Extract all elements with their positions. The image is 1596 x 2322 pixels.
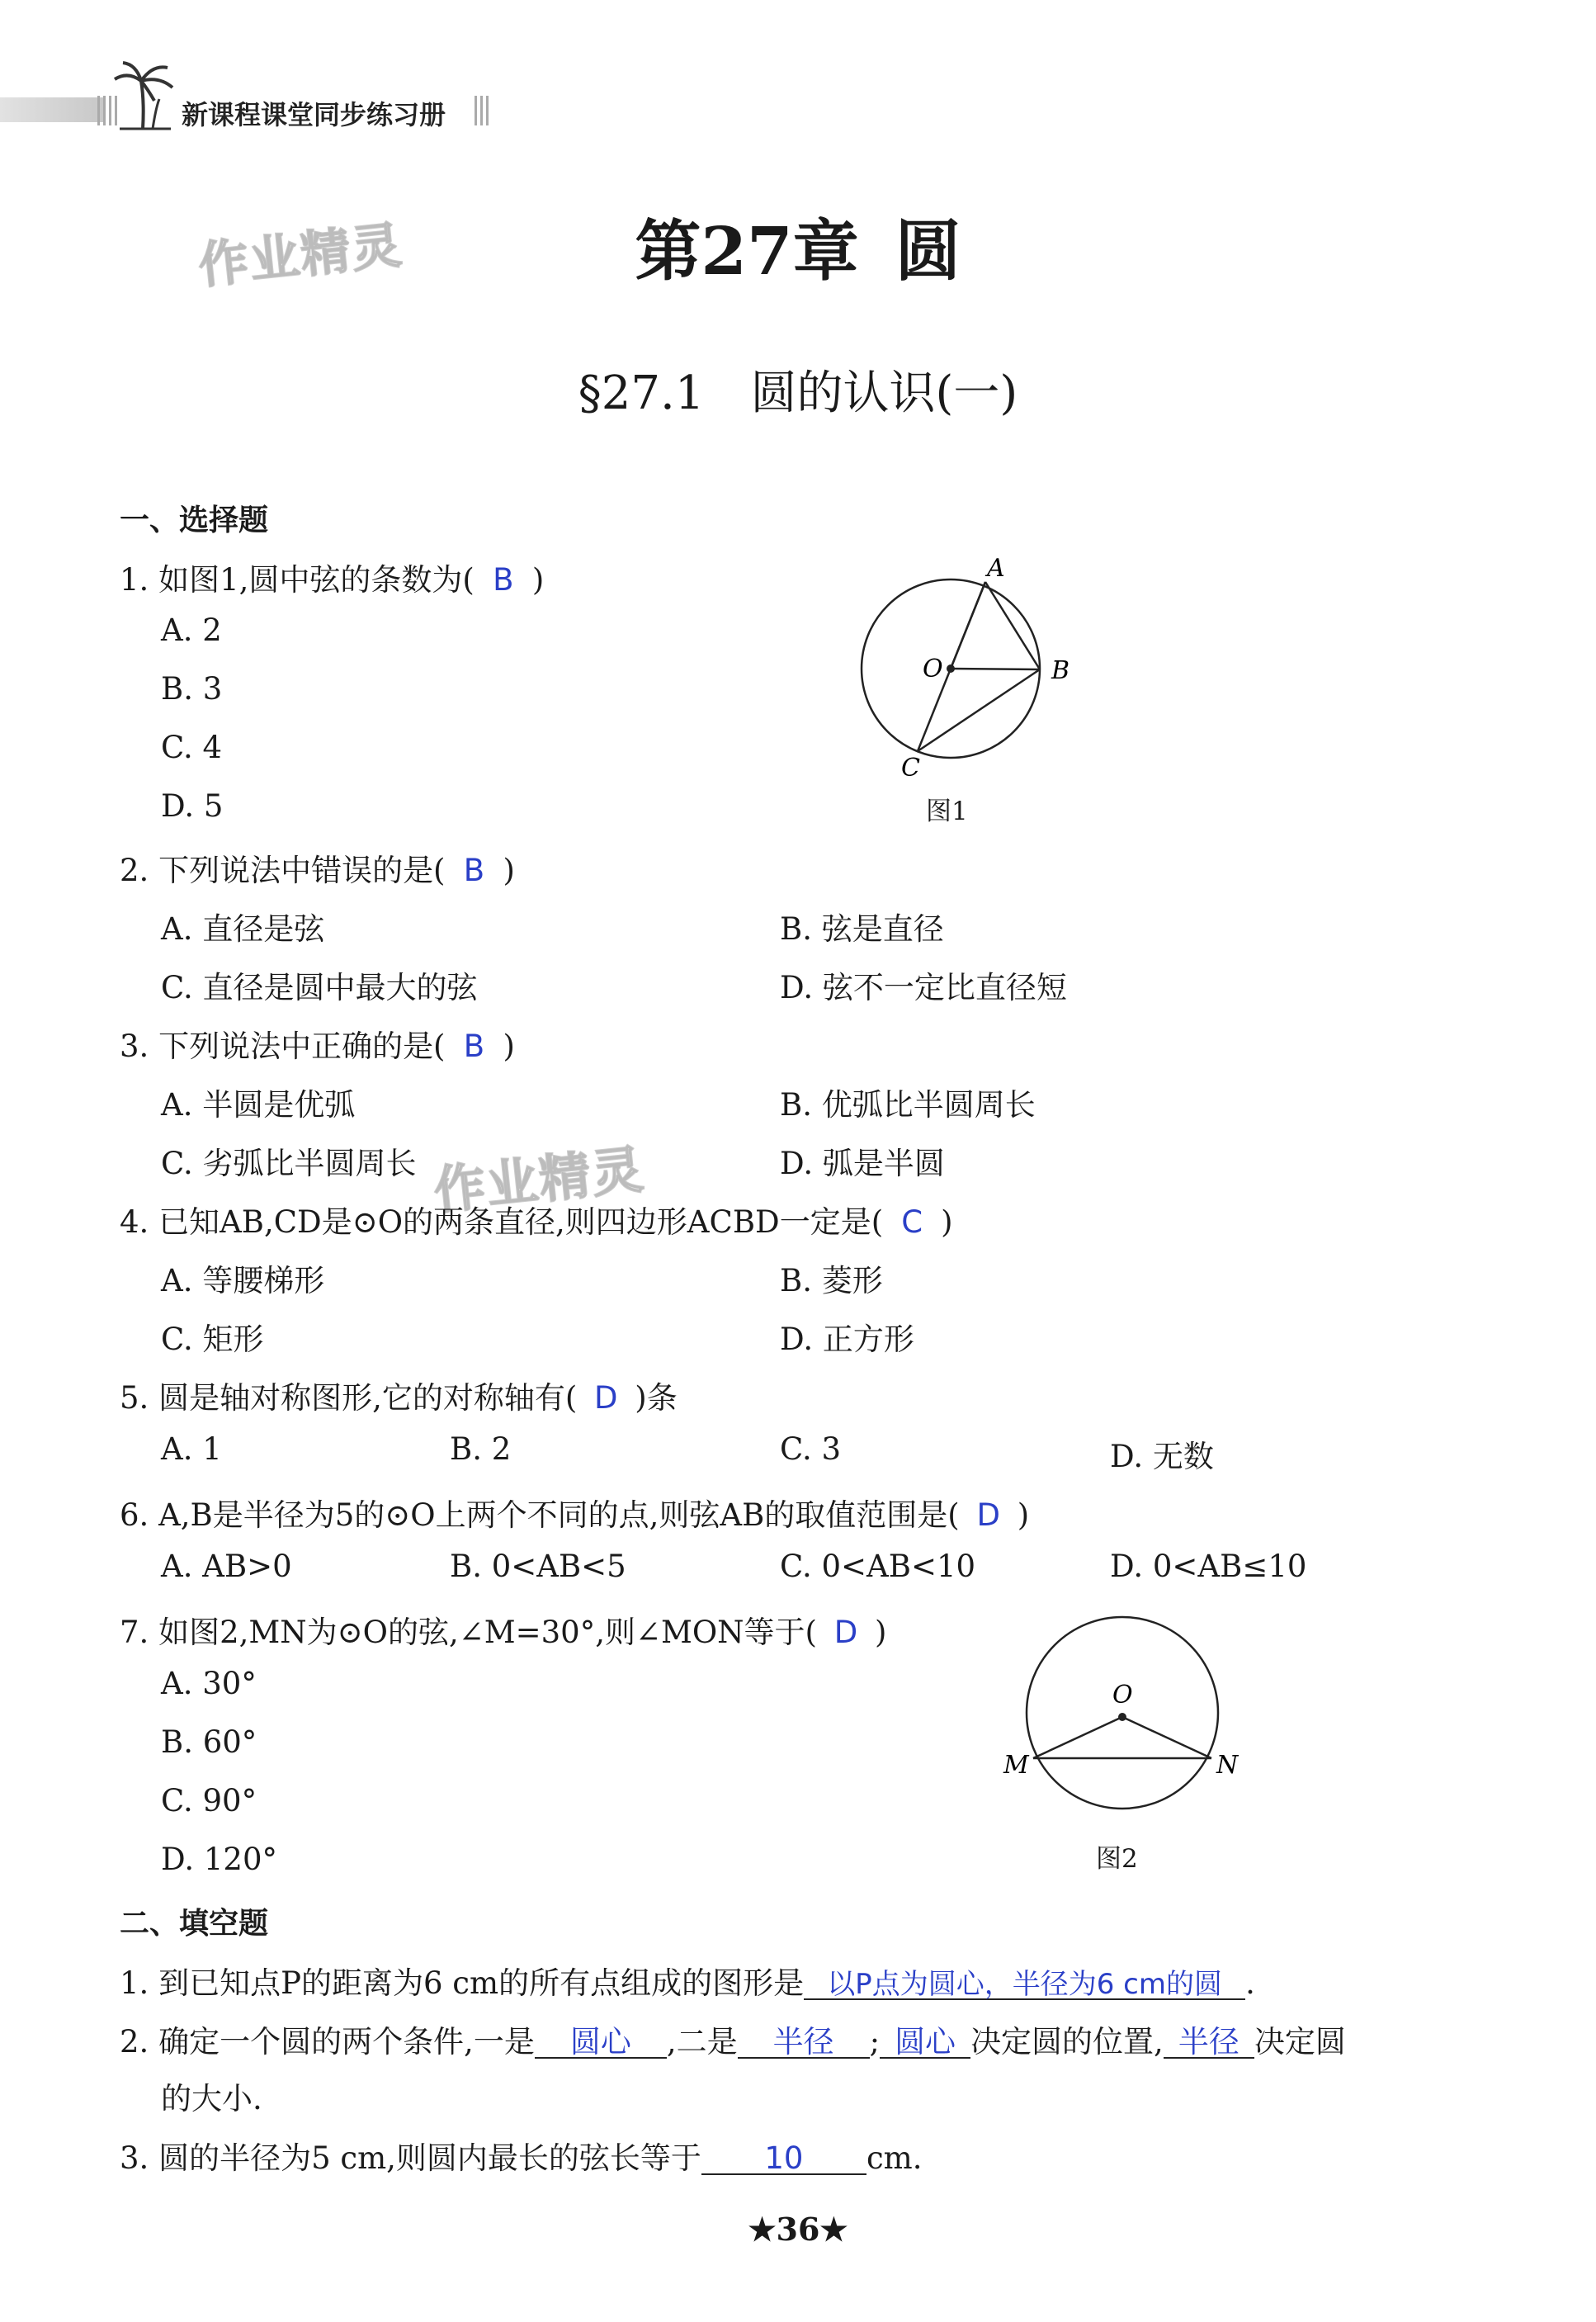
- center-point: [1118, 1713, 1126, 1721]
- center-point: [947, 664, 955, 673]
- figure-1: [842, 553, 1089, 809]
- option: C. 劣弧比半圆周长: [161, 1146, 417, 1181]
- question-stem: 2. 确定一个圆的两个条件,一是: [120, 2024, 535, 2060]
- question-stem: 7. 如图2,MN为⊙O的弦,∠M=30°,则∠MON等于(: [120, 1615, 817, 1650]
- option: A. 30°: [161, 1666, 257, 1701]
- option: A. 半圆是优弧: [161, 1087, 356, 1123]
- option: D. 5: [161, 788, 224, 824]
- chord-ab: [985, 582, 1040, 669]
- answer: D: [976, 1497, 1000, 1533]
- question-stem: 4. 已知AB,CD是⊙O的两条直径,则四边形ACBD一定是(: [120, 1204, 884, 1240]
- label-n: N: [1216, 1751, 1239, 1780]
- option: C. 直径是圆中最大的弦: [161, 970, 478, 1005]
- fill-question-2: [120, 2017, 1346, 2061]
- option: B. 弦是直径: [780, 911, 944, 947]
- fill-question-2-continued: 的大小.: [161, 2081, 262, 2116]
- question-stem: 5. 圆是轴对称图形,它的对称轴有(: [120, 1380, 578, 1416]
- section-title: [0, 357, 1596, 423]
- question-4: [120, 1197, 953, 1241]
- answer-blank: 半径: [1164, 2026, 1254, 2059]
- header-stripes-end: [475, 96, 491, 125]
- section-heading-fill: 二、填空题: [120, 1907, 269, 1941]
- option: D. 0<AB≤10: [1110, 1549, 1307, 1584]
- question-7: [120, 1607, 886, 1652]
- label-o: O: [923, 655, 943, 683]
- option: B. 菱形: [780, 1263, 883, 1298]
- question-3: [120, 1021, 515, 1066]
- answer-blank: 以P点为圆心，半径为6 cm的圆: [804, 1970, 1245, 2000]
- label-a: A: [987, 554, 1005, 583]
- option: A. 2: [161, 612, 222, 648]
- question-close: ): [503, 853, 515, 888]
- question-text: ;: [869, 2024, 881, 2060]
- answer-blank: 圆心: [880, 2026, 970, 2059]
- question-close: ): [874, 1615, 887, 1650]
- answer: B: [463, 1029, 485, 1064]
- watermark: 作业精灵: [431, 1138, 648, 1222]
- label-b: B: [1051, 656, 1070, 685]
- figure-2: [990, 1614, 1254, 1820]
- question-close: )条: [635, 1380, 678, 1416]
- option: D. 正方形: [780, 1322, 914, 1357]
- palm-tree-icon: [111, 56, 177, 130]
- option: A. 1: [161, 1431, 222, 1467]
- option: B. 60°: [161, 1724, 257, 1760]
- option: A. 等腰梯形: [161, 1263, 325, 1298]
- option: B. 0<AB<5: [450, 1549, 626, 1584]
- option: D. 120°: [161, 1842, 277, 1877]
- option: A. AB>0: [161, 1549, 292, 1584]
- option: B. 3: [161, 671, 223, 707]
- option: B. 优弧比半圆周长: [780, 1087, 1036, 1123]
- option: C. 4: [161, 730, 223, 765]
- question-stem: 1. 到已知点P的距离为6 cm的所有点组成的图形是: [120, 1965, 805, 2001]
- question-end: cm.: [866, 2140, 923, 2176]
- answer: B: [463, 853, 485, 888]
- option: D. 弦不一定比直径短: [780, 970, 1067, 1005]
- option: C. 0<AB<10: [780, 1549, 976, 1584]
- option: D. 弧是半圆: [780, 1146, 945, 1181]
- question-stem: 3. 下列说法中正确的是(: [120, 1029, 446, 1064]
- question-stem: 1. 如图1,圆中弦的条数为(: [120, 562, 475, 598]
- question-text: ,二是: [666, 2024, 738, 2060]
- question-stem: 3. 圆的半径为5 cm,则圆内最长的弦长等于: [120, 2140, 701, 2176]
- question-close: ): [503, 1029, 515, 1064]
- label-c: C: [901, 754, 920, 783]
- segment-om: [1033, 1717, 1122, 1758]
- section-name: 圆的认识(一): [750, 367, 1018, 420]
- question-close: ): [531, 562, 545, 598]
- answer-blank: 圆心: [535, 2026, 667, 2059]
- answer-blank: 半径: [738, 2026, 870, 2059]
- question-text: 决定圆的位置,: [970, 2024, 1164, 2060]
- question-text: 决定圆: [1254, 2024, 1346, 2060]
- option: C. 90°: [161, 1783, 257, 1818]
- question-2: [120, 845, 515, 890]
- fill-question-1: [120, 1958, 1255, 2003]
- fill-question-3: [120, 2133, 923, 2178]
- question-5: [120, 1373, 678, 1417]
- chapter-label: 第27章: [635, 212, 859, 290]
- watermark: 作业精灵: [196, 216, 406, 296]
- option: C. 矩形: [161, 1322, 264, 1357]
- option: D. 无数: [1110, 1439, 1214, 1474]
- question-close: ): [1017, 1497, 1030, 1533]
- option: C. 3: [780, 1431, 842, 1467]
- question-6: [120, 1490, 1029, 1535]
- page-number: ★36★: [748, 2211, 848, 2248]
- option: B. 2: [450, 1431, 512, 1467]
- chapter-name: 圆: [895, 212, 961, 290]
- section-number: §27.1: [578, 367, 705, 420]
- answer: B: [493, 562, 514, 598]
- question-stem: 2. 下列说法中错误的是(: [120, 853, 446, 888]
- option: A. 直径是弦: [161, 911, 325, 947]
- chapter-title: [0, 198, 1596, 293]
- figure-caption: 图1: [926, 797, 968, 826]
- answer: D: [594, 1380, 618, 1416]
- question-1: [120, 555, 544, 599]
- section-heading-choice: 一、选择题: [120, 504, 269, 537]
- answer: D: [833, 1615, 858, 1650]
- label-o: O: [1112, 1681, 1133, 1710]
- answer: C: [901, 1204, 923, 1240]
- header-bar: [0, 97, 103, 122]
- figure-caption: 图2: [1096, 1844, 1138, 1874]
- segment-on: [1122, 1717, 1211, 1758]
- question-end: .: [1245, 1965, 1255, 2001]
- answer-blank: 10: [701, 2143, 866, 2175]
- label-m: M: [1003, 1751, 1029, 1780]
- book-title: 新课程课堂同步练习册: [182, 99, 446, 130]
- question-close: ): [941, 1204, 953, 1240]
- question-stem: 6. A,B是半径为5的⊙O上两个不同的点,则弦AB的取值范围是(: [120, 1497, 960, 1533]
